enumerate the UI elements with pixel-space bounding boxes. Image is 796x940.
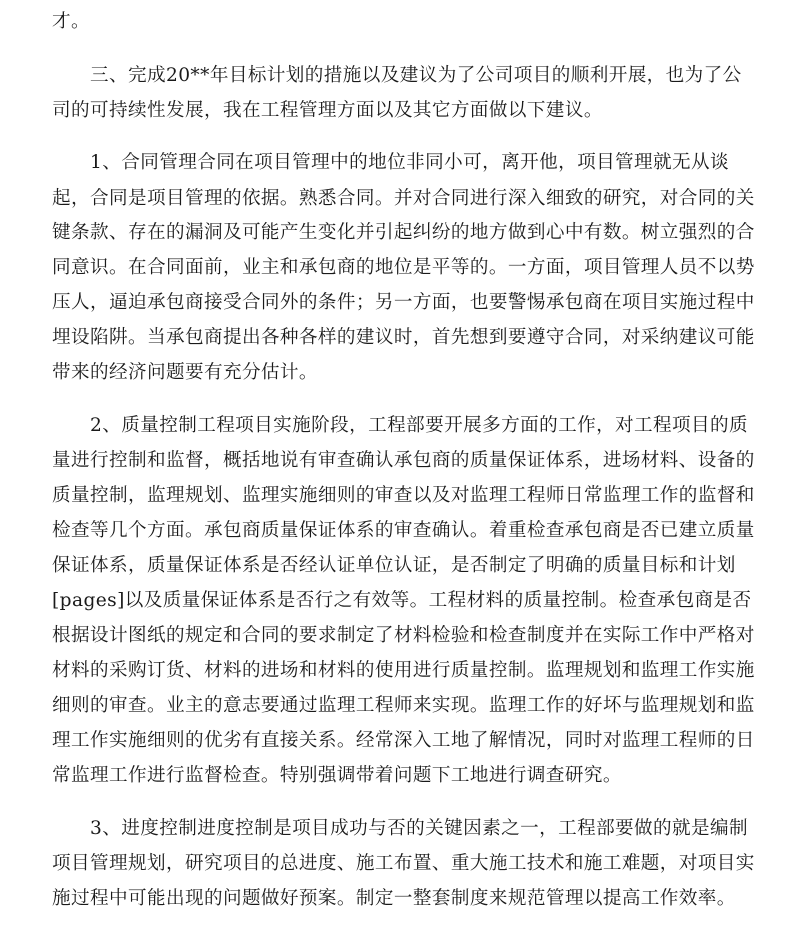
text-line: 压人，逼迫承包商接受合同外的条件；另一方面，也要警惕承包商在项目实施过程中 bbox=[52, 292, 755, 313]
text-line: 起，合同是项目管理的依据。熟悉合同。并对合同进行深入细致的研究，对合同的关 bbox=[52, 188, 755, 209]
text-line: 细则的审查。业主的意志要通过监理工程师来实现。监理工作的好坏与监理规划和监 bbox=[52, 695, 755, 716]
text-line: 检查等几个方面。承包商质量保证体系的审查确认。着重检查承包商是否已建立质量 bbox=[52, 520, 755, 541]
text-line: 埋设陷阱。当承包商提出各种各样的建议时，首先想到要遵守合同，对采纳建议可能 bbox=[52, 327, 755, 348]
text-line: 项目管理规划，研究项目的总进度、施工布置、重大施工技术和施工难题，对项目实 bbox=[52, 853, 755, 874]
paragraph-first-line: 2、质量控制工程项目实施阶段，工程部要开展多方面的工作，对工程项目的质 bbox=[90, 415, 749, 436]
text-line: 质量控制，监理规划、监理实施细则的审查以及对监理工程师日常监理工作的监督和 bbox=[52, 485, 755, 506]
text-line: [pages]以及质量保证体系是否行之有效等。工程材料的质量控制。检查承包商是否 bbox=[52, 590, 752, 611]
text-line: 材料的采购订货、材料的进场和材料的使用进行质量控制。监理规划和监理工作实施 bbox=[52, 660, 755, 681]
text-line: 保证体系，质量保证体系是否经认证单位认证，是否制定了明确的质量目标和计划 bbox=[52, 555, 736, 576]
text-line: 常监理工作进行监督检查。特别强调带着问题下工地进行调查研究。 bbox=[52, 765, 622, 786]
text-line: 键条款、存在的漏洞及可能产生变化并引起纠纷的地方做到心中有数。树立强烈的合 bbox=[52, 222, 755, 243]
text-line: 根据设计图纸的规定和合同的要求制定了材料检验和检查制度并在实际工作中严格对 bbox=[52, 625, 755, 646]
paragraph-first-line: 1、合同管理合同在项目管理中的地位非同小可，离开他，项目管理就无从谈 bbox=[90, 152, 730, 173]
text-line: 才。 bbox=[52, 11, 90, 32]
paragraph-first-line: 三、完成20**年目标计划的措施以及建议为了公司项目的顺利开展，也为了公 bbox=[90, 65, 742, 86]
text-line: 理工作实施细则的优劣有直接关系。经常深入工地了解情况，同时对监理工程师的日 bbox=[52, 730, 755, 751]
text-line: 施过程中可能出现的问题做好预案。制定一整套制度来规范管理以提高工作效率。 bbox=[52, 888, 736, 909]
text-line: 量进行控制和监督，概括地说有审查确认承包商的质量保证体系，进场材料、设备的 bbox=[52, 450, 755, 471]
text-line: 同意识。在合同面前，业主和承包商的地位是平等的。一方面，项目管理人员不以势 bbox=[52, 257, 755, 278]
text-line: 带来的经济问题要有充分估计。 bbox=[52, 362, 318, 383]
text-line: 司的可持续性发展，我在工程管理方面以及其它方面做以下建议。 bbox=[52, 100, 603, 121]
paragraph-first-line: 3、进度控制进度控制是项目成功与否的关键因素之一，工程部要做的就是编制 bbox=[90, 818, 749, 839]
